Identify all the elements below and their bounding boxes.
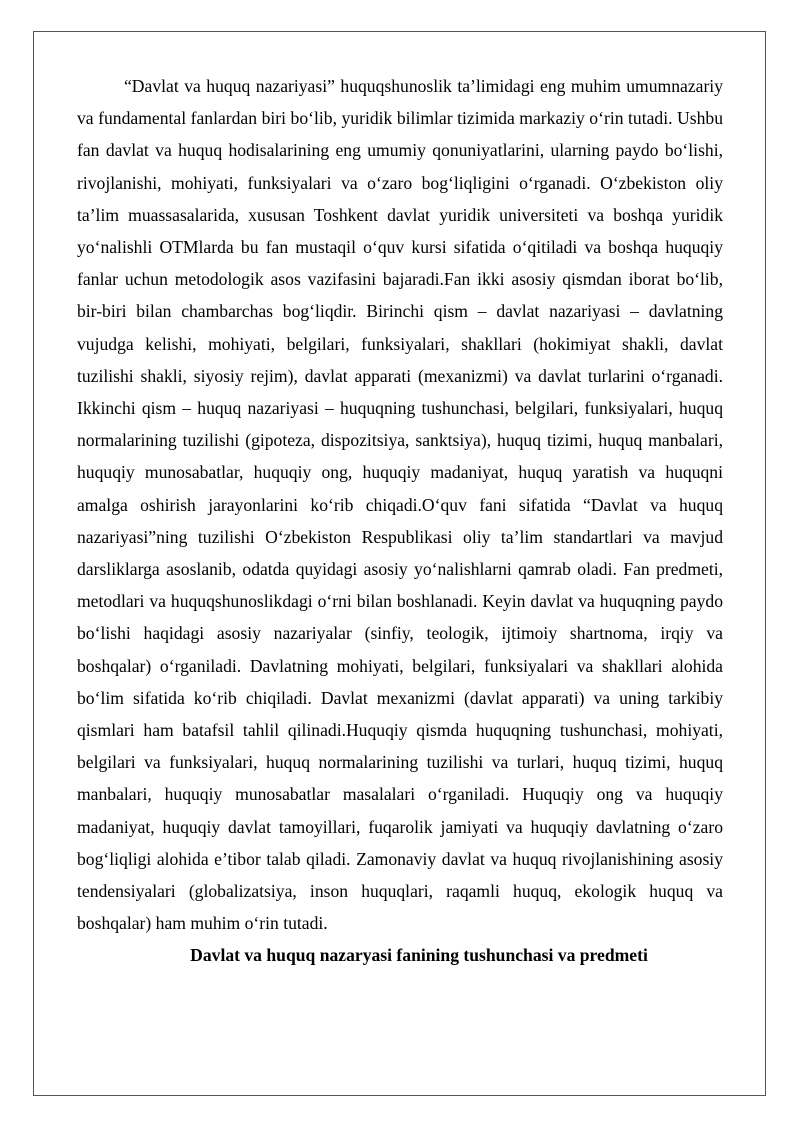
section-heading: Davlat va huquq nazaryasi fanining tushunchasi va predmeti xyxy=(190,945,648,966)
document-body xyxy=(77,70,723,972)
body-paragraph: “Davlat va huquq nazariyasi” huquqshunoslik ta’limidagi eng muhim umumnazariy va fundamental fanlardan biri bo‘lib, yuridik bilimlar tizimida markaziy o‘rin tutadi. Ushbu fan davlat va huquq hodisalarining eng umumiy qonuniyatlarini, ularning paydo bo‘lishi, rivojlanishi, mohiyati, funksiyalari va o‘zaro bog‘liqligini o‘rganadi. O‘zbekiston oliy ta’lim muassasalarida, xususan Toshkent davlat yuridik universiteti va boshqa yuridik yo‘nalishli OTMlarda bu fan mustaqil o‘quv kursi sifatida o‘qitiladi va boshqa huquqiy fanlar uchun metodologik asos vazifasini bajaradi.Fan ikki asosiy qismdan iborat bo‘lib, bir-biri bilan chambarchas bog‘liqdir. Birinchi qism – davlat nazariyasi – davlatning vujudga kelishi, mohiyati, belgilari, funksiyalari, shakllari (hokimiyat shakli, davlat tuzilishi shakli, siyosiy rejim), davlat apparati (mexanizmi) va davlat turlarini o‘rganadi. Ikkinchi qism – huquq nazariyasi – huquqning tushunchasi, belgilari, funksiyalari, huquq normalarining tuzilishi (gipoteza, dispozitsiya, sanktsiya), huquq tizimi, huquq manbalari, huquqiy munosabatlar, huquqiy ong, huquqiy madaniyat, huquq yaratish va huquqni amalga oshirish jarayonlarini ko‘rib chiqadi.O‘quv fani sifatida “Davlat va huquq nazariyasi”ning tuzilishi O‘zbekiston Respublikasi oliy ta’lim standartlari va mavjud darsliklarga asoslanib, odatda quyidagi asosiy yo‘nalishlarni qamrab oladi. Fan predmeti, metodlari va huquqshunoslikdagi o‘rni bilan boshlanadi. Keyin davlat va huquqning paydo bo‘lishi haqidagi asosiy nazariyalar (sinfiy, teologik, ijtimoiy shartnoma, irqiy va boshqalar) o‘rganiladi. Davlatning mohiyati, belgilari, funksiyalari va shakllari alohida bo‘lim sifatida ko‘rib chiqiladi. Davlat mexanizmi (davlat apparati) va uning tarkibiy qismlari ham batafsil tahlil qilinadi.Huquqiy qismda huquqning tushunchasi, mohiyati, belgilari va funksiyalari, huquq normalarining tuzilishi va turlari, huquq tizimi, huquq manbalari, huquqiy munosabatlar masalalari o‘rganiladi. Huquqiy ong va huquqiy madaniyat, huquqiy davlat tamoyillari, fuqarolik jamiyati va huquqiy davlatning o‘zaro bog‘liqligi alohida e’tibor talab qiladi. Zamonaviy davlat va huquq rivojlanishining asosiy tendensiyalari (globalizatsiya, inson huquqlari, raqamli huquq, ekologik huquq va boshqalar) ham muhim o‘rin tutadi. xyxy=(77,76,723,934)
